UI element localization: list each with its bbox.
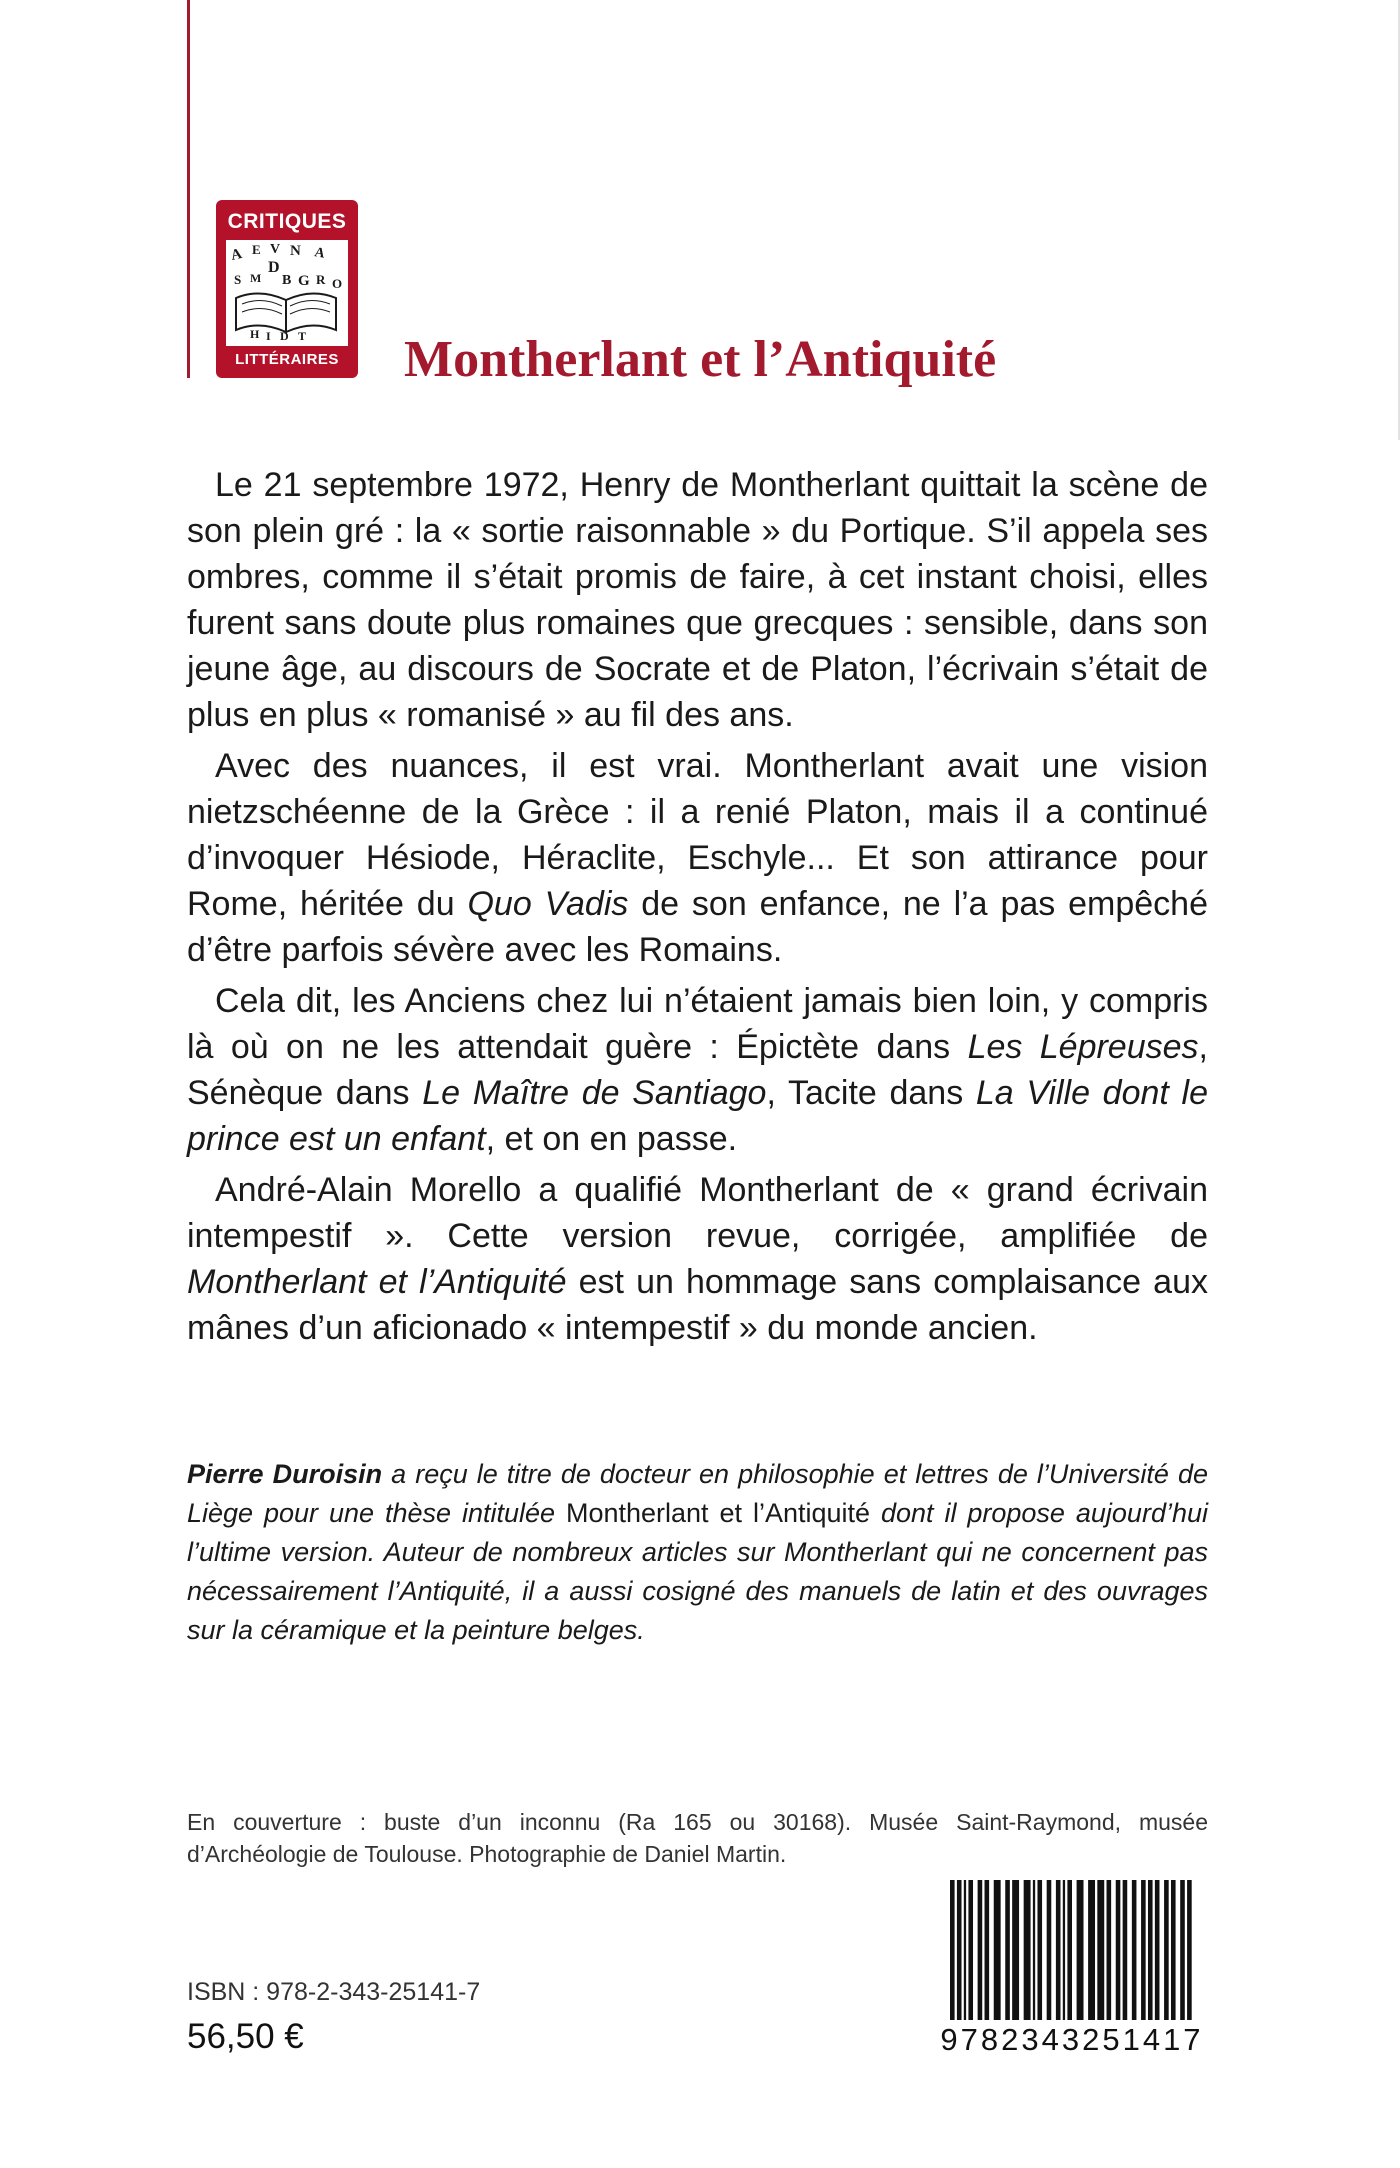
- series-logo: [216, 200, 358, 378]
- svg-text:G: G: [298, 273, 310, 289]
- isbn: ISBN : 978-2-343-25141-7: [187, 1978, 481, 2006]
- barcode-bar: [994, 1880, 1001, 2020]
- svg-text:M: M: [250, 271, 262, 285]
- barcode-bar: [1132, 1880, 1137, 2020]
- book-title: Montherlant et l’Antiquité: [404, 331, 997, 388]
- blurb-paragraph-4: André-Alain Morello a qualifié Montherlant de « grand écrivain intempestif ». Cette version revue, corrigée, amplifiée de Montherlant et l’Antiquité est un hommage sans complaisance aux mânes d’un aficionado « intempestif » du monde ancien.: [187, 1171, 1208, 1347]
- svg-text:V: V: [270, 242, 281, 257]
- series-logo-top-label: CRITIQUES: [227, 210, 347, 233]
- author-name: Pierre Duroisin: [187, 1459, 383, 1489]
- svg-text:A: A: [229, 246, 244, 264]
- barcode-bar: [1067, 1880, 1072, 2020]
- barcode-bar: [968, 1880, 973, 2020]
- svg-text:O: O: [332, 276, 343, 291]
- barcode-bar: [1155, 1880, 1160, 2020]
- blurb-paragraph-1: Le 21 septembre 1972, Henry de Montherlant quittait la scène de son plein gré : la « sortie raisonnable » du Portique. S’il appela ses ombres, comme il s’était promis de faire, à cet instant choisi, elles furent sans doute plus romaines que grecques : sensible, dans son jeune âge, au discours de Socrate et de Platon, l’écrivain s’était de plus en plus « romanisé » au fil des ans.: [187, 466, 1208, 734]
- svg-text:T: T: [298, 329, 307, 343]
- barcode-bar: [964, 1880, 966, 2020]
- barcode-bar: [1037, 1880, 1042, 2020]
- open-book-letters-icon: [226, 240, 348, 346]
- series-logo-bottom-label: LITTÉRAIRES: [235, 351, 339, 368]
- barcode-bar: [1148, 1880, 1153, 2020]
- svg-text:D: D: [268, 259, 280, 276]
- blurb-paragraph-2: Avec des nuances, il est vrai. Montherlant avait une vision nietzschéenne de la Grèce : il a renié Platon, mais il a continué d’invoquer Hésiode, Héraclite, Eschyle... Et son attirance pour Rome, héritée du Quo Vadis de son enfance, ne l’a pas empêché d’être parfois sévère avec les Romains.: [187, 747, 1208, 969]
- svg-text:B: B: [282, 273, 292, 288]
- svg-text:D: D: [280, 329, 289, 343]
- thesis-title: Montherlant et l’Antiquité: [565, 1498, 871, 1528]
- barcode-bar: [978, 1880, 983, 2020]
- barcode-bar: [1077, 1880, 1084, 2020]
- barcode-bar: [1123, 1880, 1128, 2020]
- barcode-bar: [1005, 1880, 1010, 2020]
- barcode-bar: [1116, 1880, 1121, 2020]
- author-bio: Pierre Duroisin a reçu le titre de docteur en philosophie et lettres de l’Université de Liège pour une thèse intitulée Montherlant et l’Antiquité dont il propose aujourd’hui l’ultime version. Auteur de nombreux articles sur Montherlant qui ne concernent pas nécessairement l’Antiquité, il a aussi cosigné des manuels de latin et des ouvrages sur la céramique et la peinture belges.: [187, 1459, 1209, 1645]
- svg-text:E: E: [252, 242, 261, 257]
- barcode-bar: [1024, 1880, 1031, 2020]
- barcode-bar: [1012, 1880, 1019, 2020]
- price: 56,50 €: [187, 2017, 304, 2056]
- red-vertical-rule: [187, 0, 190, 378]
- blurb: [187, 462, 1208, 1356]
- barcode-bar: [1033, 1880, 1035, 2020]
- barcode-bar: [1107, 1880, 1112, 2020]
- barcode-bar: [1164, 1880, 1169, 2020]
- svg-text:A: A: [313, 245, 326, 262]
- barcode-bar: [1141, 1880, 1146, 2020]
- svg-text:R: R: [316, 272, 326, 287]
- svg-text:N: N: [290, 243, 301, 259]
- barcode-bar: [985, 1880, 990, 2020]
- barcode-bar: [1097, 1880, 1104, 2020]
- barcode-number: 9782343251417: [934, 2020, 1210, 2060]
- barcode-bar: [1171, 1880, 1176, 2020]
- barcode-bar: [1063, 1880, 1065, 2020]
- svg-text:S: S: [234, 272, 242, 287]
- svg-text:H: H: [250, 327, 260, 341]
- barcode-bar: [1088, 1880, 1095, 2020]
- blurb-paragraph-3: Cela dit, les Anciens chez lui n’étaient jamais bien loin, y compris là où on ne les attendait guère : Épictète dans Les Lépreuses, Sénèque dans Le Maître de Santiago, Tacite dans La Ville dont le prince est un enfant, et on en passe.: [187, 982, 1208, 1158]
- barcode-bar: [1047, 1880, 1052, 2020]
- cover-credit: En couverture : buste d’un inconnu (Ra 165 ou 30168). Musée Saint-Raymond, musée d’Archéologie de Toulouse. Photographie de Daniel Martin.: [187, 1809, 1208, 1867]
- barcode-bar: [1056, 1880, 1061, 2020]
- svg-text:I: I: [266, 329, 271, 343]
